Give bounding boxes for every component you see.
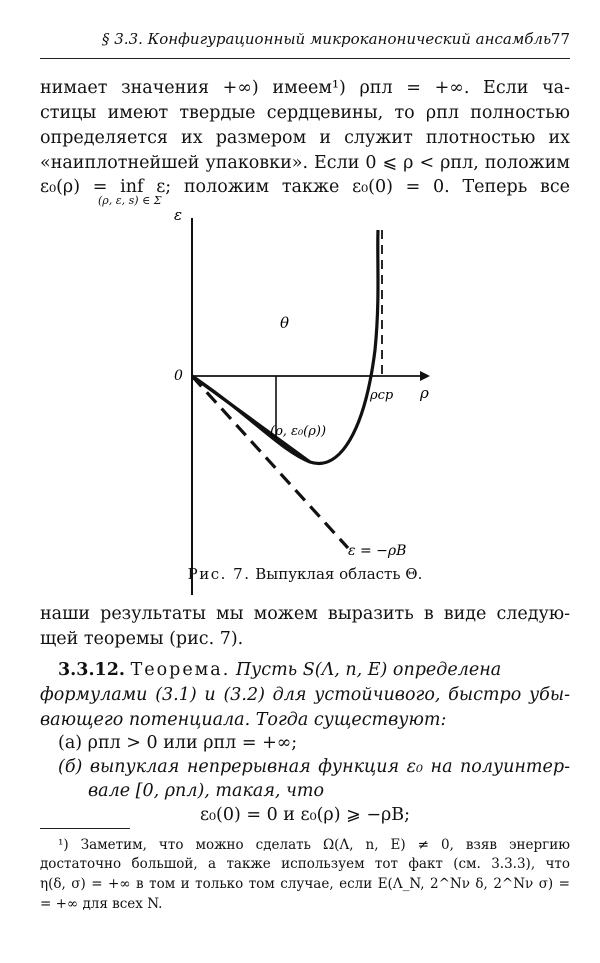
- origin-label: 0: [174, 368, 183, 384]
- figure-caption: [40, 565, 570, 583]
- text-line: «наиплотнейшей упаковки». Если 0 ⩽ ρ < ρпл, положим: [40, 153, 570, 173]
- rho-cp-label: ρcp: [370, 388, 394, 403]
- section-title: § 3.3. Конфигурационный микроканонический ансамбль: [102, 30, 552, 48]
- axis-x-label: ρ: [420, 384, 429, 402]
- theorem-item-b: вале [0, ρпл), такая, что: [88, 781, 325, 801]
- caption-text: Выпуклая область Θ.: [255, 565, 423, 583]
- footnote-line: η(δ, σ) = +∞ в том и только том случае, если E(Λ_N, 2^Nν δ, 2^Nν σ) =: [40, 876, 570, 892]
- inf-subscript: (ρ, ε, s) ∈ Σ: [98, 194, 162, 207]
- theorem-heading: Теорема.: [130, 660, 231, 680]
- footnote-rule: [40, 828, 130, 829]
- theorem-first-line: [58, 658, 570, 682]
- theorem-text: вающего потенциала. Тогда существуют:: [40, 710, 447, 730]
- caption-label: Рис. 7.: [187, 565, 251, 583]
- text-line: стицы имеют твердые сердцевины, то ρпл полностью: [40, 103, 570, 123]
- text-line: ε₀(ρ) = inf ε; положим также ε₀(0) = 0. Теперь все: [40, 177, 570, 197]
- header-rule: [40, 58, 570, 59]
- footnote-line: достаточно большой, а также используем тот факт (см. 3.3.3), что: [40, 856, 570, 872]
- theorem-text: Пусть S(Λ, n, E) определена: [235, 660, 502, 680]
- theorem-item-b: (б) выпуклая непрерывная функция ε₀ на полуинтер-: [58, 757, 570, 777]
- page-number: 77: [550, 30, 570, 48]
- theorem-text: формулами (3.1) и (3.2) для устойчивого, быстро убы-: [40, 685, 570, 705]
- line-label: ε = −ρB: [348, 543, 407, 559]
- theorem-number: 3.3.12.: [58, 660, 125, 680]
- convex-region-figure: [160, 200, 450, 600]
- text-line: определяется их размером и служит плотностью их: [40, 128, 570, 148]
- text-line: щей теоремы (рис. 7).: [40, 629, 244, 649]
- theorem-formula: ε₀(0) = 0 и ε₀(ρ) ⩾ −ρB;: [199, 805, 411, 825]
- theorem-item-a: (а) ρпл > 0 или ρпл = +∞;: [58, 733, 298, 753]
- footnote-line: ¹) Заметим, что можно сделать Ω(Λ, n, E) ≠ 0, взяв энергию: [58, 837, 570, 853]
- text-line: наши результаты мы можем выразить в виде следую-: [40, 604, 570, 624]
- running-header: [40, 30, 570, 56]
- point-label: (ρ, ε₀(ρ)): [270, 424, 327, 439]
- x-axis-arrow: [420, 371, 430, 381]
- axis-y-label: ε: [174, 206, 183, 224]
- region-label: θ: [280, 314, 290, 332]
- footnote-line: = +∞ для всех N.: [40, 896, 163, 912]
- text-line: нимает значения +∞) имеем¹) ρпл = +∞. Если ча-: [40, 78, 570, 98]
